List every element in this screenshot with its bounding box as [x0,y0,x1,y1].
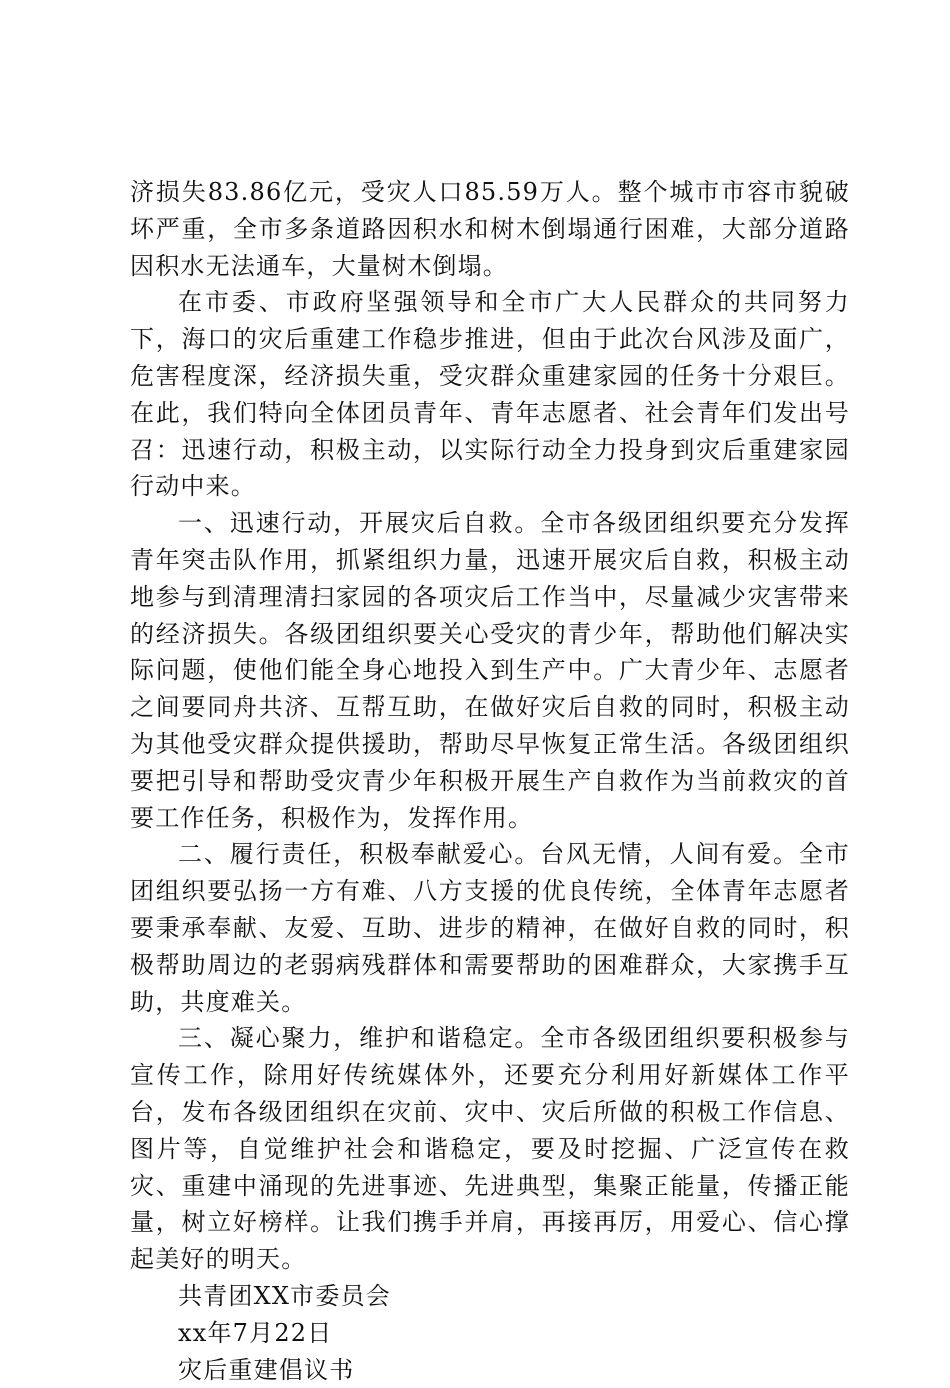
signature-organization: 共青团XX市委员会 [130,1278,850,1315]
document-body [130,174,850,1388]
paragraph-loss-summary: 济损失83.86亿元，受灾人口85.59万人。整个城市市容市貌破坏严重，全市多条道路因积水和树木倒塌通行困难，大部分道路因积水无法通车，大量树木倒塌。 [130,174,850,284]
paragraph-section-two: 二、履行责任，积极奉献爱心。台风无情，人间有爱。全市团组织要弘扬一方有难、八方支援的优良传统，全体青年志愿者要秉承奉献、友爱、互助、进步的精神，在做好自救的同时，积极帮助周边的老弱病残群体和需要帮助的困难群众，大家携手互助，共度难关。 [130,836,850,1020]
signature-date: xx年7月22日 [130,1315,850,1352]
paragraph-call-to-action: 在市委、市政府坚强领导和全市广大人民群众的共同努力下，海口的灾后重建工作稳步推进，但由于此次台风涉及面广，危害程度深，经济损失重，受灾群众重建家园的任务十分艰巨。在此，我们特向全体团员青年、青年志愿者、社会青年们发出号召：迅速行动，积极主动，以实际行动全力投身到灾后重建家园行动中来。 [130,284,850,505]
paragraph-section-three: 三、凝心聚力，维护和谐稳定。全市各级团组织要积极参与宣传工作，除用好传统媒体外，还要充分利用好新媒体工作平台，发布各级团组织在灾前、灾中、灾后所做的积极工作信息、图片等，自觉维护社会和谐稳定，要及时挖掘、广泛宣传在救灾、重建中涌现的先进事迹、先进典型，集聚正能量，传播正能量，树立好榜样。让我们携手并肩，再接再厉，用爱心、信心撑起美好的明天。 [130,1020,850,1278]
document-title: 灾后重建倡议书 [130,1352,850,1388]
paragraph-section-one: 一、迅速行动，开展灾后自救。全市各级团组织要充分发挥青年突击队作用，抓紧组织力量，迅速开展灾后自救，积极主动地参与到清理清扫家园的各项灾后工作当中，尽量减少灾害带来的经济损失。各级团组织要关心受灾的青少年，帮助他们解决实际问题，使他们能全身心地投入到生产中。广大青少年、志愿者之间要同舟共济、互帮互助，在做好灾后自救的同时，积极主动为其他受灾群众提供援助，帮助尽早恢复正常生活。各级团组织要把引导和帮助受灾青少年积极开展生产自救作为当前救灾的首要工作任务，积极作为，发挥作用。 [130,505,850,836]
